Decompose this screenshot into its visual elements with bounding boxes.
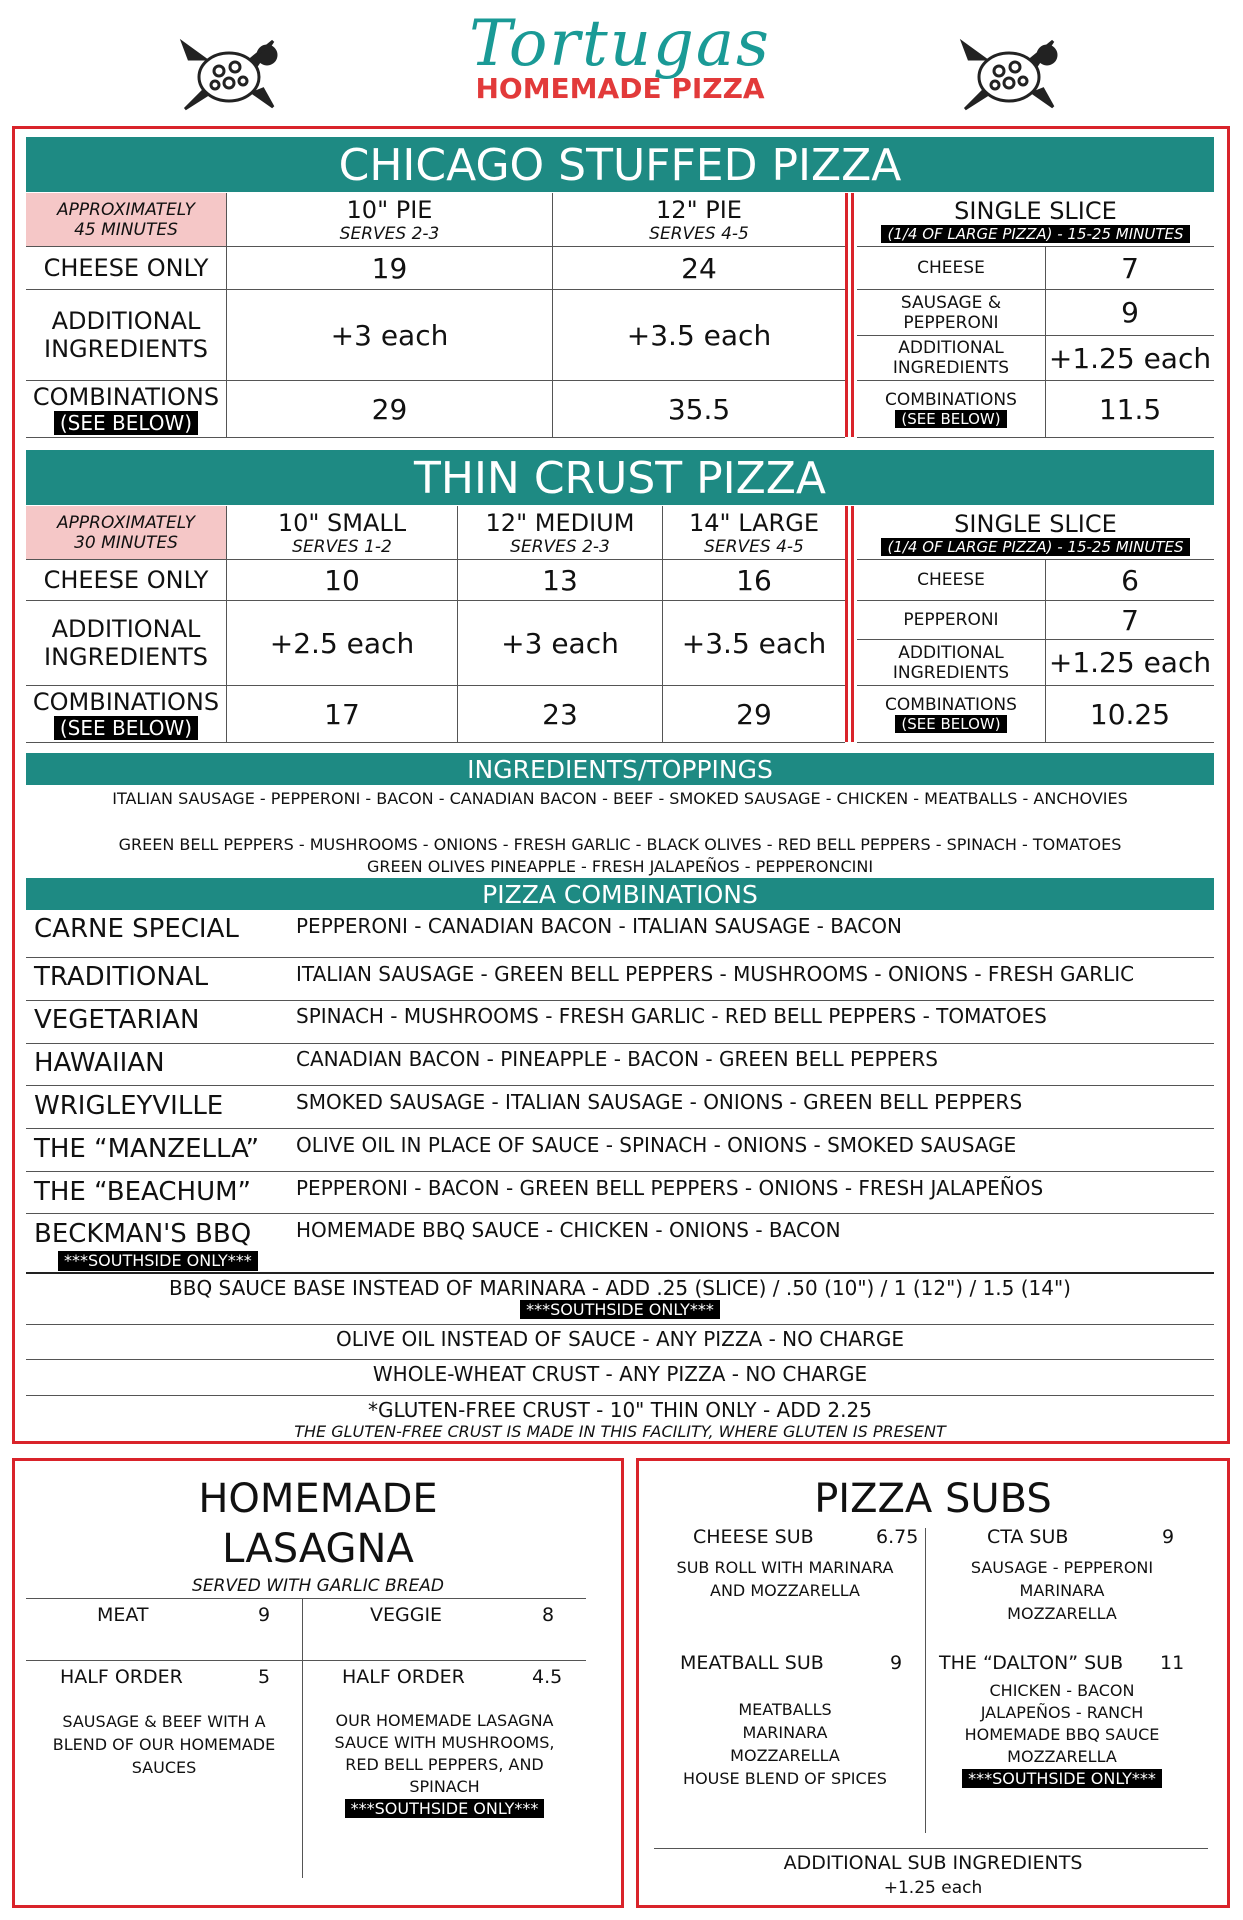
slice-label: SAUSAGE & PEPPERONI: [900, 292, 1002, 333]
combo-name: TRADITIONAL: [34, 962, 209, 992]
slice-label: CHEESE: [917, 258, 985, 278]
southside-badge: ***SOUTHSIDE ONLY***: [520, 1300, 720, 1319]
slice-label: ADDITIONAL INGREDIENTS: [892, 642, 1010, 683]
sub-name: MEATBALL SUB: [680, 1652, 824, 1674]
size-name: 14" LARGE: [689, 508, 819, 537]
slice-label: CHEESE: [917, 570, 985, 590]
see-below-badge: (SEE BELOW): [54, 411, 198, 435]
gluten-free-note: *GLUTEN-FREE CRUST - 10" THIN ONLY - ADD 2.25: [368, 1398, 872, 1422]
lasagna-meat-half-label: HALF ORDER: [60, 1666, 183, 1688]
slice-label: COMBINATIONS: [885, 695, 1017, 715]
combo-desc: CANADIAN BACON - PINEAPPLE - BACON - GREEN BELL PEPPERS: [296, 1047, 938, 1071]
toppings-header: INGREDIENTS/TOPPINGS: [26, 753, 1214, 785]
thin-row-label: CHEESE ONLY: [43, 566, 209, 594]
combo-desc: HOMEMADE BBQ SAUCE - CHICKEN - ONIONS - BACON: [296, 1218, 841, 1242]
combo-desc: OLIVE OIL IN PLACE OF SAUCE - SPINACH - ONIONS - SMOKED SAUSAGE: [296, 1133, 1017, 1157]
lasagna-meat-half-price: 5: [258, 1666, 271, 1688]
gluten-free-disclaimer: THE GLUTEN-FREE CRUST IS MADE IN THIS FACILITY, WHERE GLUTEN IS PRESENT: [294, 1422, 946, 1441]
combo-name: THE “MANZELLA”: [34, 1134, 260, 1164]
desc-line: CHICKEN - BACON: [989, 1681, 1135, 1700]
lasagna-title: [12, 1474, 624, 1574]
bbq-note: BBQ SAUCE BASE INSTEAD OF MARINARA - ADD .25 (SLICE) / .50 (10") / 1 (12") / 1.5 (14"): [169, 1276, 1071, 1300]
row-label: COMBINATIONS: [32, 383, 220, 411]
thin-time: [26, 506, 226, 559]
desc-line: SAUCES: [131, 1758, 197, 1777]
sub-name: CTA SUB: [987, 1526, 1069, 1548]
combo-desc: PEPPERONI - CANADIAN BACON - ITALIAN SAUSAGE - BACON: [296, 914, 902, 938]
desc-line: MEATBALLS: [738, 1700, 832, 1719]
slice-price: 7: [1121, 251, 1139, 285]
desc-line: HOMEMADE BBQ SAUCE: [964, 1725, 1160, 1744]
chicago-time: [26, 193, 226, 246]
chicago-row-label: CHEESE ONLY: [43, 254, 209, 282]
thin-price: 16: [736, 563, 772, 597]
thin-price: 23: [542, 697, 578, 731]
lasagna-meat-desc: [26, 1710, 302, 1779]
combo-desc: SMOKED SAUSAGE - ITALIAN SAUSAGE - ONIONS - GREEN BELL PEPPERS: [296, 1090, 1023, 1114]
slice-price: 9: [1121, 296, 1139, 329]
time-line: 45 MINUTES: [74, 219, 178, 240]
thin-slice-header: [857, 506, 1214, 559]
combo-name: THE “BEACHUM”: [34, 1177, 252, 1207]
slice-price: +1.25 each: [1048, 341, 1212, 375]
lasagna-title-line: LASAGNA: [222, 1526, 414, 1572]
lasagna-veggie-half-label: HALF ORDER: [342, 1666, 465, 1688]
time-line: 30 MINUTES: [74, 532, 178, 553]
desc-line: MOZZARELLA: [1007, 1604, 1117, 1623]
see-below-badge: (SEE BELOW): [54, 716, 198, 740]
thin-price: 29: [736, 697, 772, 731]
size-serves: SERVES 4-5: [704, 536, 804, 557]
thin-price: 10: [324, 563, 360, 597]
chicago-price: 19: [371, 251, 408, 285]
chicago-price: 29: [371, 392, 408, 426]
desc-line: OUR HOMEMADE LASAGNA: [335, 1711, 554, 1730]
subs-title: PIZZA SUBS: [814, 1476, 1052, 1522]
sub-desc: [645, 1698, 925, 1790]
thin-size-14: [663, 506, 845, 559]
thin-header: THIN CRUST PIZZA: [26, 450, 1214, 505]
lasagna-subtitle: SERVED WITH GARLIC BREAD: [192, 1576, 444, 1596]
chicago-price: 24: [681, 251, 717, 285]
southside-badge: ***SOUTHSIDE ONLY***: [345, 1799, 545, 1818]
thin-price: +3.5 each: [681, 626, 827, 660]
see-below-badge: (SEE BELOW): [895, 715, 1006, 733]
thin-size-12: [458, 506, 662, 559]
time-line: APPROXIMATELY: [57, 199, 195, 220]
desc-line: MOZZARELLA: [730, 1746, 840, 1765]
chicago-size-10: [227, 193, 552, 246]
thin-price: 17: [324, 697, 360, 731]
additional-sub-price: +1.25 each: [883, 1878, 983, 1898]
slice-subtitle: (1/4 OF LARGE PIZZA) - 15-25 MINUTES: [881, 225, 1189, 243]
lasagna-title-line: HOMEMADE: [198, 1476, 438, 1522]
slice-combinations-label: [857, 381, 1045, 437]
toppings-meats: ITALIAN SAUSAGE - PEPPERONI - BACON - CANADIAN BACON - BEEF - SMOKED SAUSAGE - CHICKEN - MEATBALLS - ANCHOVIES: [112, 789, 1128, 808]
turtle-icon: [175, 25, 287, 117]
chicago-slice-header: [857, 193, 1214, 246]
desc-line: SAUSAGE & BEEF WITH A: [62, 1712, 266, 1731]
size-name: 12" MEDIUM: [485, 508, 635, 537]
slice-price: 6: [1121, 563, 1139, 597]
combo-name: CARNE SPECIAL: [34, 914, 239, 944]
sub-name: THE “DALTON” SUB: [939, 1652, 1124, 1674]
southside-badge: ***SOUTHSIDE ONLY***: [58, 1251, 258, 1271]
sub-desc: [926, 1680, 1198, 1790]
size-serves: SERVES 2-3: [339, 223, 440, 244]
slice-title: SINGLE SLICE: [954, 509, 1117, 538]
slice-price: 10.25: [1089, 697, 1171, 731]
thin-size-10: [227, 506, 457, 559]
wheat-crust-note: WHOLE-WHEAT CRUST - ANY PIZZA - NO CHARGE: [372, 1362, 868, 1386]
sub-price: 9: [1162, 1526, 1175, 1548]
chicago-price: +3 each: [330, 318, 449, 352]
chicago-header: CHICAGO STUFFED PIZZA: [26, 137, 1214, 192]
slice-label: ADDITIONAL INGREDIENTS: [892, 338, 1010, 378]
slice-price: 11.5: [1098, 392, 1162, 426]
thin-price: +2.5 each: [269, 626, 415, 660]
see-below-badge: (SEE BELOW): [895, 410, 1006, 428]
lasagna-meat-price: 9: [258, 1604, 271, 1626]
desc-line: SPINACH: [409, 1777, 480, 1796]
combo-name: WRIGLEYVILLE: [34, 1091, 224, 1121]
lasagna-veggie-price: 8: [542, 1604, 555, 1626]
size-name: 12" PIE: [656, 195, 742, 224]
desc-line: RED BELL PEPPERS, AND: [345, 1755, 544, 1774]
sub-name: CHEESE SUB: [693, 1526, 814, 1548]
sub-desc: [926, 1556, 1198, 1625]
desc-line: MOZZARELLA: [1007, 1747, 1117, 1766]
chicago-combinations-label: [26, 381, 226, 437]
chicago-price: +3.5 each: [626, 318, 772, 352]
lasagna-veggie-desc: [303, 1710, 586, 1820]
chicago-row-label: ADDITIONAL INGREDIENTS: [43, 307, 209, 363]
sub-price: 9: [890, 1652, 903, 1674]
desc-line: SAUSAGE - PEPPERONI: [970, 1558, 1154, 1577]
slice-title: SINGLE SLICE: [954, 196, 1117, 225]
combo-name: VEGETARIAN: [34, 1005, 200, 1035]
sub-price: 11: [1160, 1652, 1185, 1674]
southside-badge: ***SOUTHSIDE ONLY***: [962, 1769, 1162, 1788]
olive-oil-note: OLIVE OIL INSTEAD OF SAUCE - ANY PIZZA - NO CHARGE: [336, 1327, 904, 1351]
desc-line: AND MOZZARELLA: [710, 1581, 860, 1600]
desc-line: SUB ROLL WITH MARINARA: [676, 1558, 894, 1577]
slice-label: COMBINATIONS: [885, 390, 1017, 410]
sub-desc: [645, 1556, 925, 1602]
turtle-icon: [955, 25, 1067, 117]
size-name: 10" SMALL: [277, 508, 407, 537]
desc-line: BLEND OF OUR HOMEMADE: [52, 1735, 276, 1754]
brand-logo: [430, 8, 810, 105]
time-line: APPROXIMATELY: [57, 512, 195, 533]
brand-tagline: HOMEMADE PIZZA: [475, 72, 765, 105]
toppings-veggies-2: GREEN OLIVES PINEAPPLE - FRESH JALAPEÑOS - PEPPERONCINI: [366, 857, 874, 876]
combos-header: PIZZA COMBINATIONS: [26, 878, 1214, 910]
sub-price: 6.75: [876, 1526, 919, 1548]
desc-line: MARINARA: [742, 1723, 828, 1742]
lasagna-veggie-label: VEGGIE: [370, 1604, 443, 1626]
thin-row-label: ADDITIONAL INGREDIENTS: [43, 615, 209, 671]
desc-line: SAUCE WITH MUSHROOMS,: [334, 1733, 555, 1752]
desc-line: HOUSE BLEND OF SPICES: [683, 1769, 887, 1788]
size-serves: SERVES 1-2: [292, 536, 392, 557]
thin-price: +3 each: [501, 626, 619, 660]
chicago-size-12: [553, 193, 845, 246]
slice-combinations-label: [857, 686, 1045, 742]
lasagna-meat-label: MEAT: [97, 1604, 149, 1626]
desc-line: MARINARA: [1019, 1581, 1105, 1600]
combo-name: BECKMAN'S BBQ: [34, 1219, 252, 1249]
thin-combinations-label: [26, 686, 226, 742]
size-serves: SERVES 2-3: [510, 536, 610, 557]
additional-sub-label: ADDITIONAL SUB INGREDIENTS: [783, 1852, 1083, 1874]
slice-label: PEPPERONI: [903, 610, 999, 630]
slice-price: 7: [1121, 603, 1139, 637]
lasagna-veggie-half-price: 4.5: [532, 1666, 563, 1688]
combo-name: HAWAIIAN: [34, 1048, 165, 1078]
slice-subtitle: (1/4 OF LARGE PIZZA) - 15-25 MINUTES: [881, 538, 1189, 556]
combo-desc: PEPPERONI - BACON - GREEN BELL PEPPERS - ONIONS - FRESH JALAPEÑOS: [296, 1176, 1044, 1200]
combo-desc: SPINACH - MUSHROOMS - FRESH GARLIC - RED BELL PEPPERS - TOMATOES: [296, 1004, 1047, 1028]
chicago-price: 35.5: [667, 392, 731, 426]
toppings-veggies: GREEN BELL PEPPERS - MUSHROOMS - ONIONS - FRESH GARLIC - BLACK OLIVES - RED BELL PEPPERS - SPINACH - TOMATOES: [118, 835, 1122, 854]
thin-price: 13: [542, 563, 578, 597]
slice-price: +1.25 each: [1048, 646, 1212, 679]
size-serves: SERVES 4-5: [649, 223, 749, 244]
row-label: COMBINATIONS: [32, 688, 220, 716]
combo-desc: ITALIAN SAUSAGE - GREEN BELL PEPPERS - MUSHROOMS - ONIONS - FRESH GARLIC: [296, 962, 1135, 986]
brand-name: Tortugas: [469, 7, 771, 81]
desc-line: JALAPEÑOS - RANCH: [980, 1703, 1144, 1722]
size-name: 10" PIE: [346, 195, 433, 224]
